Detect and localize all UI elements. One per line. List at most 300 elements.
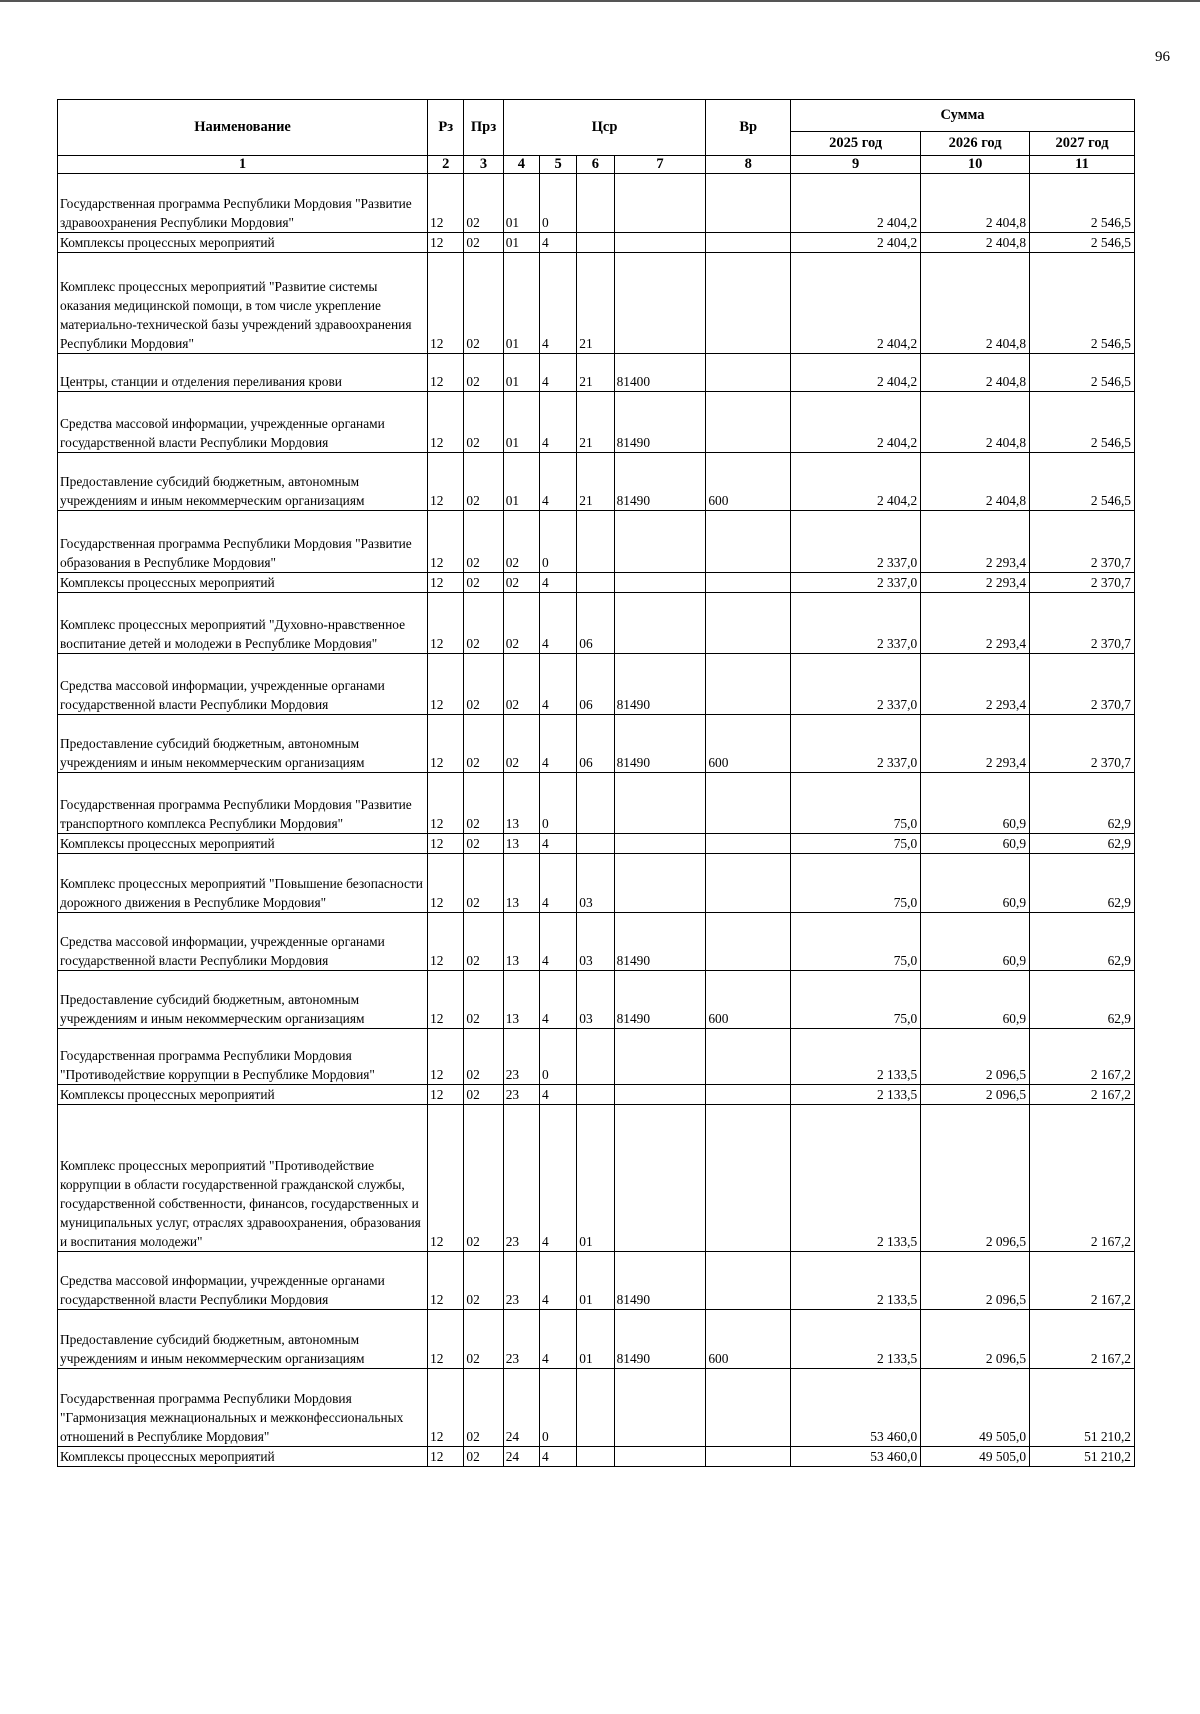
table-row: [58, 1029, 1135, 1085]
row-prz: 02: [464, 1369, 503, 1447]
row-csr-7: 81490: [614, 1252, 706, 1310]
row-sum-2025: 75,0: [791, 773, 921, 834]
row-vr: [706, 913, 791, 971]
row-csr-6: 03: [577, 971, 614, 1029]
row-csr-5: 4: [539, 654, 576, 715]
column-number: 10: [921, 156, 1030, 174]
row-sum-2026: 49 505,0: [921, 1447, 1030, 1467]
row-rz: 12: [428, 253, 464, 354]
row-csr-6: 03: [577, 854, 614, 913]
row-sum-2027: 62,9: [1030, 773, 1135, 834]
row-csr-4: 02: [503, 654, 539, 715]
row-sum-2025: 2 133,5: [791, 1085, 921, 1105]
table-body: [58, 174, 1135, 1467]
row-sum-2025: 2 337,0: [791, 573, 921, 593]
table-header: [58, 100, 1135, 174]
row-sum-2026: 2 293,4: [921, 654, 1030, 715]
row-csr-7: 81490: [614, 913, 706, 971]
row-vr: [706, 354, 791, 392]
row-csr-6: [577, 773, 614, 834]
row-csr-4: 02: [503, 593, 539, 654]
table-row: [58, 593, 1135, 654]
row-csr-4: 02: [503, 511, 539, 573]
row-csr-5: 4: [539, 573, 576, 593]
row-sum-2027: 2 546,5: [1030, 453, 1135, 511]
row-vr: 600: [706, 1310, 791, 1369]
row-prz: 02: [464, 654, 503, 715]
row-rz: 12: [428, 913, 464, 971]
row-csr-5: 4: [539, 354, 576, 392]
row-csr-7: 81400: [614, 354, 706, 392]
row-csr-4: 24: [503, 1447, 539, 1467]
row-prz: 02: [464, 174, 503, 233]
row-csr-7: [614, 1447, 706, 1467]
row-csr-5: 0: [539, 511, 576, 573]
row-sum-2025: 2 133,5: [791, 1252, 921, 1310]
row-vr: [706, 834, 791, 854]
table-row: [58, 253, 1135, 354]
row-sum-2025: 2 404,2: [791, 253, 921, 354]
row-rz: 12: [428, 654, 464, 715]
row-sum-2026: 2 293,4: [921, 573, 1030, 593]
row-sum-2026: 2 096,5: [921, 1252, 1030, 1310]
row-csr-6: 06: [577, 654, 614, 715]
row-csr-5: 4: [539, 453, 576, 511]
row-csr-5: 4: [539, 715, 576, 773]
table-row: [58, 174, 1135, 233]
column-numbers-row: [58, 156, 1135, 174]
row-csr-6: 01: [577, 1105, 614, 1252]
row-csr-4: 01: [503, 233, 539, 253]
row-sum-2025: 2 404,2: [791, 354, 921, 392]
row-vr: [706, 392, 791, 453]
row-csr-7: 81490: [614, 453, 706, 511]
row-sum-2027: 2 370,7: [1030, 593, 1135, 654]
row-name: Предоставление субсидий бюджетным, автономным учреждениям и иным некоммерческим организациям: [58, 1310, 428, 1369]
row-rz: 12: [428, 1029, 464, 1085]
row-csr-4: 01: [503, 392, 539, 453]
row-csr-5: 0: [539, 1369, 576, 1447]
row-csr-6: 06: [577, 593, 614, 654]
row-vr: [706, 174, 791, 233]
row-sum-2026: 2 293,4: [921, 511, 1030, 573]
table-row: [58, 913, 1135, 971]
row-sum-2025: 2 337,0: [791, 654, 921, 715]
row-rz: 12: [428, 453, 464, 511]
row-sum-2025: 75,0: [791, 834, 921, 854]
row-rz: 12: [428, 174, 464, 233]
row-vr: 600: [706, 453, 791, 511]
row-vr: 600: [706, 971, 791, 1029]
row-sum-2025: 2 404,2: [791, 233, 921, 253]
row-rz: 12: [428, 1447, 464, 1467]
row-sum-2026: 2 404,8: [921, 354, 1030, 392]
row-rz: 12: [428, 715, 464, 773]
row-name: Государственная программа Республики Мордовия "Гармонизация межнациональных и межконфессиональных отношений в Республике Мордовия": [58, 1369, 428, 1447]
row-csr-5: 0: [539, 773, 576, 834]
table-row: [58, 1252, 1135, 1310]
row-csr-5: 4: [539, 1447, 576, 1467]
column-number: 7: [614, 156, 706, 174]
column-number: 9: [791, 156, 921, 174]
row-rz: 12: [428, 233, 464, 253]
row-sum-2027: 2 370,7: [1030, 654, 1135, 715]
row-prz: 02: [464, 854, 503, 913]
row-sum-2026: 60,9: [921, 834, 1030, 854]
row-name: Предоставление субсидий бюджетным, автономным учреждениям и иным некоммерческим организациям: [58, 971, 428, 1029]
row-csr-5: 4: [539, 854, 576, 913]
table-row: [58, 1310, 1135, 1369]
column-number: 2: [428, 156, 464, 174]
row-csr-5: 4: [539, 593, 576, 654]
row-sum-2025: 75,0: [791, 971, 921, 1029]
row-rz: 12: [428, 1085, 464, 1105]
row-rz: 12: [428, 573, 464, 593]
row-sum-2027: 2 370,7: [1030, 511, 1135, 573]
row-name: Средства массовой информации, учрежденные органами государственной власти Республики Мордовия: [58, 654, 428, 715]
row-vr: [706, 1029, 791, 1085]
row-sum-2025: 53 460,0: [791, 1369, 921, 1447]
row-csr-7: [614, 1085, 706, 1105]
row-prz: 02: [464, 573, 503, 593]
row-vr: [706, 773, 791, 834]
row-prz: 02: [464, 1310, 503, 1369]
table-row: [58, 971, 1135, 1029]
row-sum-2025: 2 404,2: [791, 174, 921, 233]
header-year-2025: 2025 год: [791, 132, 921, 156]
row-csr-7: [614, 773, 706, 834]
column-number: 5: [539, 156, 576, 174]
row-csr-7: [614, 573, 706, 593]
column-number: 6: [577, 156, 614, 174]
row-sum-2027: 2 167,2: [1030, 1310, 1135, 1369]
row-prz: 02: [464, 253, 503, 354]
row-sum-2027: 2 370,7: [1030, 573, 1135, 593]
row-csr-4: 01: [503, 174, 539, 233]
row-sum-2027: 2 167,2: [1030, 1085, 1135, 1105]
row-prz: 02: [464, 834, 503, 854]
header-year-2027: 2027 год: [1030, 132, 1135, 156]
row-name: Комплексы процессных мероприятий: [58, 1447, 428, 1467]
row-sum-2025: 2 133,5: [791, 1029, 921, 1085]
table-row: [58, 834, 1135, 854]
row-prz: 02: [464, 773, 503, 834]
row-sum-2027: 2 546,5: [1030, 253, 1135, 354]
row-prz: 02: [464, 354, 503, 392]
row-sum-2027: 2 167,2: [1030, 1105, 1135, 1252]
row-prz: 02: [464, 392, 503, 453]
row-csr-6: [577, 174, 614, 233]
row-rz: 12: [428, 1105, 464, 1252]
header-rz: Рз: [428, 100, 464, 156]
table-row: [58, 1369, 1135, 1447]
row-sum-2027: 2 167,2: [1030, 1029, 1135, 1085]
row-csr-4: 13: [503, 773, 539, 834]
row-csr-7: [614, 593, 706, 654]
row-csr-7: [614, 1029, 706, 1085]
row-sum-2026: 2 404,8: [921, 392, 1030, 453]
row-csr-5: 4: [539, 233, 576, 253]
page-number: 96: [1155, 49, 1170, 65]
row-csr-5: 4: [539, 392, 576, 453]
row-csr-6: 21: [577, 392, 614, 453]
row-name: Государственная программа Республики Мордовия "Развитие транспортного комплекса Республики Мордовия": [58, 773, 428, 834]
row-prz: 02: [464, 1085, 503, 1105]
row-sum-2026: 2 293,4: [921, 715, 1030, 773]
row-csr-6: [577, 511, 614, 573]
row-sum-2026: 60,9: [921, 971, 1030, 1029]
row-sum-2027: 62,9: [1030, 913, 1135, 971]
table-row: [58, 654, 1135, 715]
row-csr-7: [614, 1105, 706, 1252]
row-csr-6: [577, 1369, 614, 1447]
row-csr-7: 81490: [614, 971, 706, 1029]
row-sum-2026: 49 505,0: [921, 1369, 1030, 1447]
row-csr-4: 01: [503, 453, 539, 511]
table-row: [58, 1105, 1135, 1252]
table-row: [58, 854, 1135, 913]
row-csr-6: 21: [577, 453, 614, 511]
row-csr-7: 81490: [614, 1310, 706, 1369]
row-sum-2026: 60,9: [921, 773, 1030, 834]
row-vr: [706, 1105, 791, 1252]
row-csr-4: 24: [503, 1369, 539, 1447]
row-sum-2025: 2 404,2: [791, 392, 921, 453]
row-sum-2026: 2 096,5: [921, 1085, 1030, 1105]
table-row: [58, 573, 1135, 593]
top-border-line: [0, 0, 1200, 2]
header-prz: Прз: [464, 100, 503, 156]
row-sum-2025: 2 133,5: [791, 1105, 921, 1252]
row-vr: [706, 1085, 791, 1105]
row-csr-7: 81490: [614, 654, 706, 715]
row-name: Средства массовой информации, учрежденные органами государственной власти Республики Мордовия: [58, 1252, 428, 1310]
row-csr-7: [614, 511, 706, 573]
row-csr-4: 23: [503, 1029, 539, 1085]
row-rz: 12: [428, 971, 464, 1029]
row-sum-2026: 2 096,5: [921, 1029, 1030, 1085]
row-sum-2026: 2 404,8: [921, 233, 1030, 253]
header-csr: Цср: [503, 100, 706, 156]
row-rz: 12: [428, 593, 464, 654]
column-number: 4: [503, 156, 539, 174]
row-sum-2027: 2 546,5: [1030, 392, 1135, 453]
row-csr-7: [614, 233, 706, 253]
row-prz: 02: [464, 715, 503, 773]
row-csr-5: 4: [539, 913, 576, 971]
row-csr-5: 4: [539, 971, 576, 1029]
row-sum-2025: 2 133,5: [791, 1310, 921, 1369]
header-name: Наименование: [58, 100, 428, 156]
row-name: Комплекс процессных мероприятий "Повышение безопасности дорожного движения в Республике Мордовия": [58, 854, 428, 913]
row-csr-6: 21: [577, 354, 614, 392]
row-sum-2027: 62,9: [1030, 834, 1135, 854]
row-sum-2025: 2 337,0: [791, 511, 921, 573]
row-csr-4: 01: [503, 253, 539, 354]
row-vr: [706, 253, 791, 354]
row-rz: 12: [428, 773, 464, 834]
row-csr-4: 23: [503, 1085, 539, 1105]
row-rz: 12: [428, 354, 464, 392]
row-sum-2027: 2 546,5: [1030, 354, 1135, 392]
table-row: [58, 233, 1135, 253]
row-vr: [706, 1447, 791, 1467]
row-sum-2025: 53 460,0: [791, 1447, 921, 1467]
row-vr: 600: [706, 715, 791, 773]
row-name: Комплексы процессных мероприятий: [58, 233, 428, 253]
row-sum-2027: 51 210,2: [1030, 1369, 1135, 1447]
row-sum-2026: 2 096,5: [921, 1310, 1030, 1369]
row-csr-7: [614, 174, 706, 233]
row-prz: 02: [464, 593, 503, 654]
row-csr-4: 13: [503, 854, 539, 913]
row-vr: [706, 511, 791, 573]
row-sum-2027: 62,9: [1030, 971, 1135, 1029]
row-prz: 02: [464, 1105, 503, 1252]
row-name: Комплекс процессных мероприятий "Противодействие коррупции в области государственной гражданской службы, государственной собственности, финансов, государственных и муниципальных услуг, отраслях здравоохранения, образования и воспитания молодежи": [58, 1105, 428, 1252]
row-sum-2025: 2 404,2: [791, 453, 921, 511]
row-csr-5: 4: [539, 1252, 576, 1310]
table-row: [58, 453, 1135, 511]
column-number: 8: [706, 156, 791, 174]
row-csr-5: 4: [539, 1105, 576, 1252]
row-sum-2025: 75,0: [791, 854, 921, 913]
row-vr: [706, 593, 791, 654]
table-row: [58, 1085, 1135, 1105]
row-vr: [706, 654, 791, 715]
row-vr: [706, 1252, 791, 1310]
row-name: Средства массовой информации, учрежденные органами государственной власти Республики Мордовия: [58, 913, 428, 971]
row-csr-7: [614, 854, 706, 913]
row-vr: [706, 854, 791, 913]
row-sum-2027: 51 210,2: [1030, 1447, 1135, 1467]
row-rz: 12: [428, 854, 464, 913]
row-csr-6: [577, 1447, 614, 1467]
row-csr-5: 0: [539, 174, 576, 233]
table-row: [58, 354, 1135, 392]
column-number: 1: [58, 156, 428, 174]
column-number: 11: [1030, 156, 1135, 174]
row-csr-4: 23: [503, 1310, 539, 1369]
header-sum: Сумма: [791, 100, 1135, 132]
row-name: Комплексы процессных мероприятий: [58, 1085, 428, 1105]
row-csr-6: [577, 573, 614, 593]
row-sum-2027: 2 167,2: [1030, 1252, 1135, 1310]
row-name: Государственная программа Республики Мордовия "Развитие здравоохранения Республики Мордовия": [58, 174, 428, 233]
row-csr-5: 0: [539, 1029, 576, 1085]
row-sum-2025: 2 337,0: [791, 593, 921, 654]
row-sum-2025: 75,0: [791, 913, 921, 971]
row-name: Комплекс процессных мероприятий "Духовно-нравственное воспитание детей и молодежи в Республике Мордовия": [58, 593, 428, 654]
table-row: [58, 1447, 1135, 1467]
row-name: Предоставление субсидий бюджетным, автономным учреждениям и иным некоммерческим организациям: [58, 453, 428, 511]
row-sum-2026: 60,9: [921, 854, 1030, 913]
row-rz: 12: [428, 511, 464, 573]
row-rz: 12: [428, 834, 464, 854]
row-rz: 12: [428, 392, 464, 453]
row-name: Государственная программа Республики Мордовия "Развитие образования в Республике Мордовия": [58, 511, 428, 573]
row-name: Предоставление субсидий бюджетным, автономным учреждениям и иным некоммерческим организациям: [58, 715, 428, 773]
row-sum-2026: 60,9: [921, 913, 1030, 971]
row-csr-6: 01: [577, 1252, 614, 1310]
row-rz: 12: [428, 1252, 464, 1310]
budget-table: [57, 99, 1135, 1467]
row-csr-7: [614, 834, 706, 854]
row-csr-6: 21: [577, 253, 614, 354]
row-csr-4: 02: [503, 573, 539, 593]
row-sum-2026: 2 404,8: [921, 174, 1030, 233]
row-csr-6: [577, 1085, 614, 1105]
row-vr: [706, 573, 791, 593]
row-name: Комплексы процессных мероприятий: [58, 834, 428, 854]
row-csr-7: [614, 253, 706, 354]
row-sum-2025: 2 337,0: [791, 715, 921, 773]
row-csr-6: [577, 834, 614, 854]
header-vr: Вр: [706, 100, 791, 156]
row-csr-7: 81490: [614, 715, 706, 773]
row-csr-6: 06: [577, 715, 614, 773]
row-csr-6: 03: [577, 913, 614, 971]
row-csr-6: [577, 233, 614, 253]
row-csr-6: 01: [577, 1310, 614, 1369]
table-row: [58, 511, 1135, 573]
row-prz: 02: [464, 1447, 503, 1467]
row-sum-2027: 62,9: [1030, 854, 1135, 913]
row-sum-2026: 2 096,5: [921, 1105, 1030, 1252]
row-prz: 02: [464, 1252, 503, 1310]
row-csr-7: [614, 1369, 706, 1447]
row-csr-4: 13: [503, 971, 539, 1029]
row-prz: 02: [464, 1029, 503, 1085]
row-sum-2027: 2 370,7: [1030, 715, 1135, 773]
row-csr-4: 02: [503, 715, 539, 773]
table-row: [58, 392, 1135, 453]
row-vr: [706, 233, 791, 253]
row-sum-2026: 2 404,8: [921, 453, 1030, 511]
row-csr-5: 4: [539, 834, 576, 854]
row-sum-2027: 2 546,5: [1030, 233, 1135, 253]
row-sum-2026: 2 293,4: [921, 593, 1030, 654]
row-csr-5: 4: [539, 253, 576, 354]
table-row: [58, 715, 1135, 773]
row-prz: 02: [464, 453, 503, 511]
row-csr-4: 13: [503, 913, 539, 971]
column-number: 3: [464, 156, 503, 174]
row-name: Государственная программа Республики Мордовия "Противодействие коррупции в Республике Мордовия": [58, 1029, 428, 1085]
row-csr-4: 23: [503, 1252, 539, 1310]
row-csr-4: 13: [503, 834, 539, 854]
row-prz: 02: [464, 913, 503, 971]
row-name: Средства массовой информации, учрежденные органами государственной власти Республики Мордовия: [58, 392, 428, 453]
row-prz: 02: [464, 971, 503, 1029]
row-sum-2027: 2 546,5: [1030, 174, 1135, 233]
row-rz: 12: [428, 1310, 464, 1369]
row-name: Комплексы процессных мероприятий: [58, 573, 428, 593]
row-csr-6: [577, 1029, 614, 1085]
row-name: Комплекс процессных мероприятий "Развитие системы оказания медицинской помощи, в том числе укрепление материально-технической базы учреждений здравоохранения Республики Мордовия": [58, 253, 428, 354]
row-name: Центры, станции и отделения переливания крови: [58, 354, 428, 392]
row-rz: 12: [428, 1369, 464, 1447]
row-csr-4: 01: [503, 354, 539, 392]
row-prz: 02: [464, 233, 503, 253]
row-csr-4: 23: [503, 1105, 539, 1252]
row-prz: 02: [464, 511, 503, 573]
row-vr: [706, 1369, 791, 1447]
row-sum-2026: 2 404,8: [921, 253, 1030, 354]
row-csr-5: 4: [539, 1310, 576, 1369]
row-csr-7: 81490: [614, 392, 706, 453]
row-csr-5: 4: [539, 1085, 576, 1105]
